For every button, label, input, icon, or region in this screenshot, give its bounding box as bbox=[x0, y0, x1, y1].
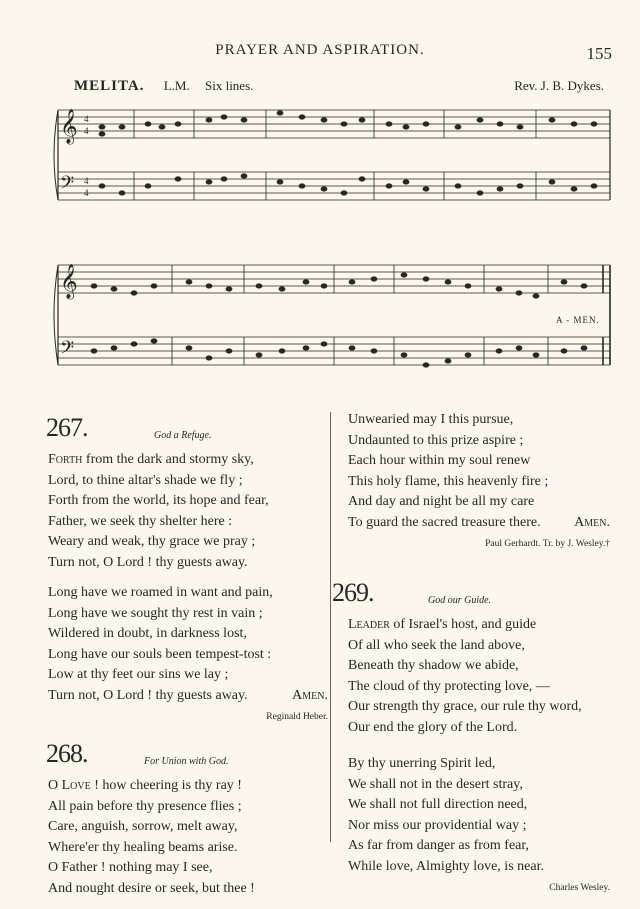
column-divider bbox=[330, 412, 331, 842]
verse-line: We shall not full direction need, bbox=[348, 797, 528, 812]
verse-line-text: Turn not, O Lord ! thy guests away. bbox=[48, 687, 248, 703]
hymn-number: 268. bbox=[46, 739, 88, 768]
svg-text:4: 4 bbox=[84, 176, 89, 186]
hymn-title: God our Guide. bbox=[428, 595, 492, 606]
hymn-267-heading bbox=[46, 413, 328, 450]
verse-line: Where'er thy healing beams arise. bbox=[48, 839, 238, 855]
amen-label: A - MEN. bbox=[556, 315, 600, 325]
verse-line: While love, Almighty love, is near. bbox=[348, 858, 544, 874]
verse-line-rest: of Israel's host, and guide bbox=[389, 617, 537, 632]
hymn-267-stanza-2 bbox=[48, 583, 328, 706]
verse-line: Our strength thy grace, our rule thy word, bbox=[348, 699, 582, 714]
tune-meter: L.M. bbox=[163, 78, 190, 93]
verse-line bbox=[48, 450, 328, 471]
music-score-2 bbox=[44, 255, 614, 380]
verse-first-word: Leader bbox=[348, 617, 390, 632]
hymn-269-stanza-2 bbox=[348, 754, 610, 877]
hymn-number: 267. bbox=[46, 413, 88, 442]
verse-line bbox=[348, 513, 610, 534]
verse-line bbox=[48, 686, 328, 707]
verse-line-text: To guard the sacred treasure there. bbox=[348, 514, 541, 530]
verse-line: O Father ! nothing may I see, bbox=[48, 860, 213, 875]
tune-name: MELITA. bbox=[74, 78, 145, 94]
verse-line: By thy unerring Spirit led, bbox=[348, 756, 496, 771]
amen-marker: Amen. bbox=[574, 514, 610, 530]
hymn-267-attribution: Reginald Heber. bbox=[266, 712, 328, 722]
music-score-1 bbox=[44, 100, 614, 215]
hymn-269-attribution: Charles Wesley. bbox=[549, 883, 610, 893]
verse-line: Forth from the world, its hope and fear, bbox=[48, 493, 269, 508]
right-column bbox=[332, 410, 610, 895]
amen-marker: Amen. bbox=[292, 687, 328, 703]
running-title: PRAYER AND ASPIRATION. bbox=[215, 42, 425, 58]
verse-line: Lord, to thine altar's shade we fly ; bbox=[48, 472, 243, 488]
svg-text:𝄞: 𝄞 bbox=[60, 109, 78, 144]
verse-line: This holy flame, this heavenly fire ; bbox=[348, 473, 549, 489]
verse-line: Our end the glory of the Lord. bbox=[348, 719, 518, 735]
svg-text:𝄞: 𝄞 bbox=[60, 264, 78, 299]
verse-line-rest: from the dark and stormy sky, bbox=[82, 452, 254, 467]
hymn-title: God a Refuge. bbox=[154, 430, 212, 441]
verse-line: Low at thy feet our sins we lay ; bbox=[48, 667, 229, 682]
svg-text:𝄢: 𝄢 bbox=[60, 173, 75, 198]
verse-first-word: Forth bbox=[48, 452, 83, 467]
verse-line: All pain before thy presence flies ; bbox=[48, 798, 242, 814]
verse-line: Turn not, O Lord ! thy guests away. bbox=[48, 554, 248, 570]
verse-first-word: O Love bbox=[48, 778, 91, 793]
svg-text:4: 4 bbox=[84, 114, 89, 124]
verse-line: Unwearied may I this pursue, bbox=[348, 412, 514, 427]
music-system-2 bbox=[44, 255, 614, 380]
verse-line: Each hour within my soul renew bbox=[348, 453, 531, 468]
hymn-title: For Union with God. bbox=[144, 756, 229, 767]
verse-line-rest: ! how cheering is thy ray ! bbox=[90, 778, 242, 793]
hymn-268-stanza-1 bbox=[48, 776, 328, 899]
verse-line: Weary and weak, thy grace we pray ; bbox=[48, 534, 256, 549]
hymn-268-stanza-2 bbox=[348, 410, 610, 533]
verse-line: We shall not in the desert stray, bbox=[348, 776, 523, 792]
verse-line bbox=[348, 615, 610, 636]
verse-line: Wildered in doubt, in darkness lost, bbox=[48, 626, 247, 641]
verse-line: The cloud of thy protecting love, — bbox=[348, 678, 550, 694]
verse-line: Father, we seek thy shelter here : bbox=[48, 513, 233, 529]
svg-text:𝄢: 𝄢 bbox=[60, 338, 75, 363]
hymn-number: 269. bbox=[332, 578, 374, 607]
tune-heading bbox=[74, 78, 604, 96]
verse-line: Long have we sought thy rest in vain ; bbox=[48, 605, 263, 621]
verse-line: Of all who seek the land above, bbox=[348, 637, 525, 653]
verse-line: Beneath thy shadow we abide, bbox=[348, 658, 519, 673]
verse-line: Long have we roamed in want and pain, bbox=[48, 585, 273, 600]
hymn-268-attribution: Paul Gerhardt. Tr. by J. Wesley.† bbox=[485, 539, 610, 549]
verse-line: Long have our souls been tempest-tost : bbox=[48, 646, 272, 662]
verse-line: As far from danger as from fear, bbox=[348, 838, 529, 853]
verse-line: Undaunted to this prize aspire ; bbox=[348, 432, 524, 448]
left-column bbox=[46, 413, 328, 909]
music-system-1 bbox=[44, 100, 614, 215]
tune-composer: Rev. J. B. Dykes. bbox=[514, 78, 604, 93]
tune-lines-note: Six lines. bbox=[204, 78, 254, 93]
hymn-268-heading bbox=[46, 739, 328, 776]
verse-line: And nought desire or seek, but thee ! bbox=[48, 880, 255, 896]
hymn-269-heading bbox=[332, 578, 610, 615]
svg-text:4: 4 bbox=[84, 188, 89, 198]
verse-line: Nor miss our providential way ; bbox=[348, 817, 527, 833]
verse-line: Care, anguish, sorrow, melt away, bbox=[48, 819, 238, 834]
hymn-267-stanza-1 bbox=[48, 450, 328, 573]
svg-text:4: 4 bbox=[84, 126, 89, 136]
verse-line: And day and night be all my care bbox=[348, 494, 535, 509]
hymn-269-stanza-1 bbox=[348, 615, 610, 738]
page-number: 155 bbox=[586, 44, 612, 63]
verse-line bbox=[48, 776, 328, 797]
